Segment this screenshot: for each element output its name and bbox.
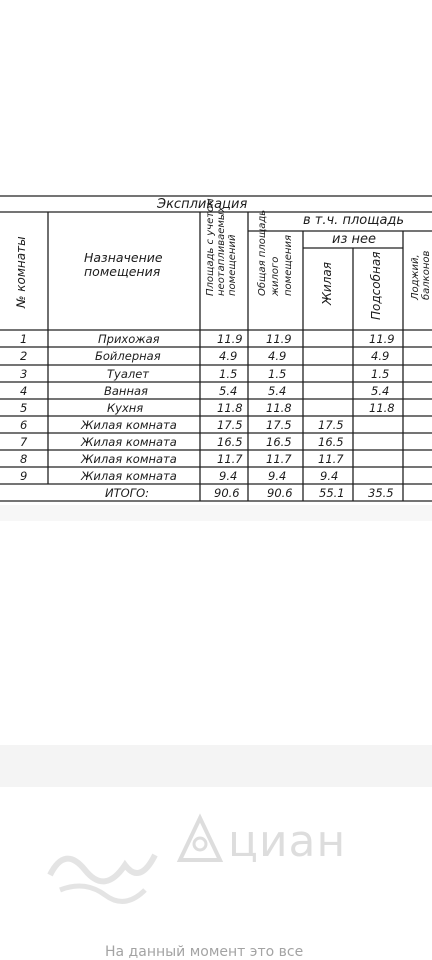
row-aux: 4.9 xyxy=(371,349,390,363)
header-of-which: из нее xyxy=(332,232,376,247)
row-area: 5.4 xyxy=(219,384,238,398)
row-number: 4 xyxy=(20,384,28,398)
table-title: Экспликация xyxy=(157,197,248,212)
logo-icon xyxy=(172,810,228,870)
total-aux: 35.5 xyxy=(368,486,394,500)
row-area: 17.5 xyxy=(217,418,243,432)
total-area: 90.6 xyxy=(214,486,240,500)
header-purpose-line2: помещения xyxy=(84,264,161,279)
header-aux: Подсобная xyxy=(369,251,383,320)
row-living: 16.5 xyxy=(318,435,344,449)
row-name: Прихожая xyxy=(98,332,160,346)
row-number: 1 xyxy=(20,332,28,346)
row-area: 4.9 xyxy=(219,349,238,363)
row-area: 11.9 xyxy=(217,332,243,346)
footer-notice: На данный момент это все xyxy=(105,944,304,960)
row-number: 5 xyxy=(20,401,28,415)
header-total-area-line1: Общая площадь xyxy=(257,209,268,296)
header-incl-area: в т.ч. площадь xyxy=(303,213,405,228)
row-total: 17.5 xyxy=(266,418,292,432)
row-aux: 11.9 xyxy=(369,332,395,346)
row-number: 9 xyxy=(20,469,28,483)
header-room-number: № комнаты xyxy=(14,236,28,308)
total-living: 55.1 xyxy=(319,486,345,500)
row-total: 4.9 xyxy=(268,349,287,363)
header-total-area-line2: жилого xyxy=(270,256,281,296)
row-living: 11.7 xyxy=(318,452,344,466)
total-total: 90.6 xyxy=(267,486,293,500)
row-number: 3 xyxy=(20,367,28,381)
row-name: Туалет xyxy=(107,367,150,381)
header-area-incl-line3: помещений xyxy=(227,234,238,296)
row-name: Жилая комната xyxy=(81,452,177,466)
row-area: 11.8 xyxy=(217,401,243,415)
row-number: 6 xyxy=(20,418,28,432)
row-area: 1.5 xyxy=(219,367,238,381)
row-total: 9.4 xyxy=(268,469,287,483)
header-loggia-line2: балконов xyxy=(421,250,432,300)
row-total: 1.5 xyxy=(268,367,287,381)
row-total: 5.4 xyxy=(268,384,287,398)
watermark-text: циан xyxy=(228,816,347,867)
row-number: 8 xyxy=(20,452,28,466)
row-total: 11.9 xyxy=(266,332,292,346)
header-purpose-line1: Назначение xyxy=(84,250,163,265)
row-aux: 5.4 xyxy=(371,384,390,398)
row-name: Ванная xyxy=(104,384,148,398)
row-number: 7 xyxy=(20,435,28,449)
header-area-incl-line1: Площадь с учетом xyxy=(205,198,216,296)
row-aux: 1.5 xyxy=(371,367,390,381)
row-area: 16.5 xyxy=(217,435,243,449)
row-total: 11.7 xyxy=(266,452,292,466)
row-name: Кухня xyxy=(107,401,144,415)
row-aux: 11.8 xyxy=(369,401,395,415)
row-area: 11.7 xyxy=(217,452,243,466)
row-name: Жилая комната xyxy=(81,469,177,483)
row-total: 11.8 xyxy=(266,401,292,415)
header-area-incl-line2: неотапливаемых xyxy=(216,206,227,296)
total-label: ИТОГО: xyxy=(105,486,150,500)
watermark xyxy=(172,810,382,870)
row-name: Жилая комната xyxy=(81,418,177,432)
header-living: Жилая xyxy=(320,262,334,305)
header-loggia-line1: Лоджий, xyxy=(410,254,421,300)
row-name: Жилая комната xyxy=(81,435,177,449)
header-total-area-line3: помещения xyxy=(283,235,294,296)
row-area: 9.4 xyxy=(219,469,238,483)
row-living: 9.4 xyxy=(320,469,339,483)
row-name: Бойлерная xyxy=(95,349,161,363)
row-living: 17.5 xyxy=(318,418,344,432)
row-number: 2 xyxy=(20,349,28,363)
scribble-mark xyxy=(45,835,165,905)
row-total: 16.5 xyxy=(266,435,292,449)
